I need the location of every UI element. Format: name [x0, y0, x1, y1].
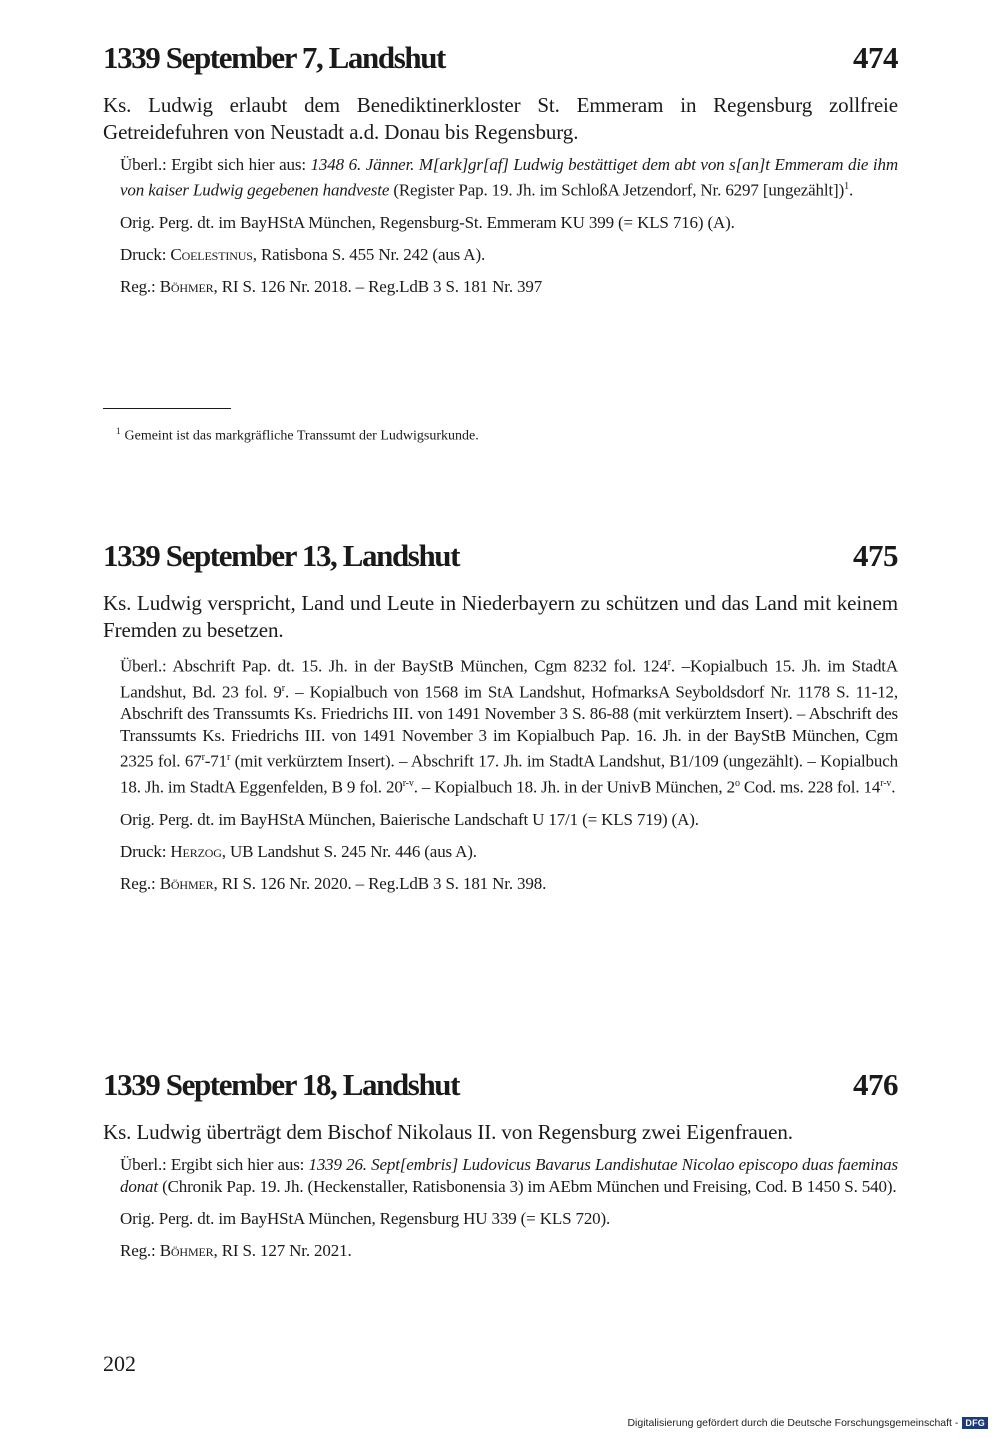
regest-note: Reg.: Böhmer, RI S. 126 Nr. 2018. – Reg.LdB 3 S. 181 Nr. 397 — [120, 276, 543, 296]
ueberlieferung-note: Überl.: Abschrift Pap. dt. 15. Jh. in der BayStB München, Cgm 8232 fol. 124$^r$. –Kopialbuch 15. Jh. im StadtA Landshut, Bd. 23 fol. 9$^r$. – Kopialbuch von 1568 im StA Landshut, HofmarksA Seyboldsdorf Nr. 1178 S. 11-12, Abschrift des Transsumts Ks. Friedrichs III. von 1491 November 3 S. 86-88 (mit verkürztem Insert). – Abschrift des Transsumts Ks. Friedrichs III. von 1491 November 3 im Kopialbuch Pap. 16. Jh. in der BayStB München, Cgm 2325 fol. 67$^r$-71$^r$ (mit verkürztem Insert). – Abschrift 17. Jh. im StadtA Landshut, B1/109 (ungezählt). – Kopialbuch 18. Jh. im StadtA Eggenfelden, B 9 fol. 20$^{r-v}$. – Kopialbuch 18. Jh. in der UnivB München, 2$^o$ Cod. ms. 228 fol. 14$^{r-v}$. — [120, 656, 899, 797]
entry-475 — [103, 534, 898, 895]
entry-summary: Ks. Ludwig überträgt dem Bischof Nikolaus II. von Regensburg zwei Eigenfrauen. — [103, 1120, 793, 1144]
entry-heading — [103, 36, 898, 80]
author-name: Böhmer — [159, 873, 214, 893]
original-note: Orig. Perg. dt. im BayHStA München, Baierische Landschaft U 17/1 (= KLS 719) (A). — [120, 809, 699, 829]
footnote-text: Gemeint ist das markgräfliche Transsumt der Ludwigsurkunde. — [124, 428, 479, 444]
author-name: Böhmer — [159, 276, 214, 296]
entry-476 — [103, 1063, 898, 1262]
druck-note: Druck: Herzog, UB Landshut S. 245 Nr. 446 (aus A). — [120, 841, 477, 861]
page-number: 202 — [103, 1351, 136, 1376]
author-name: Coelestinus — [170, 244, 253, 264]
source-quote: 1348 6. Jänner. M[ark]gr[af] Ludwig bestättiget dem abt von s[an]t Emmeram die ihm von kaiser Ludwig gegebenen handveste — [120, 155, 898, 200]
ueberlieferung-note: Überl.: Ergibt sich hier aus: 1339 26. Sept[embris] Ludovicus Bavarus Landishutae Nicolao episcopo duas faeminas donat (Chronik Pap. 19. Jh. (Heckenstaller, Ratisbonensia 3) im AEbm München und Freising, Cod. B 1450 S. 540). — [120, 1155, 898, 1196]
entry-heading — [103, 534, 898, 578]
digitization-credit — [627, 1417, 988, 1429]
original-note: Orig. Perg. dt. im BayHStA München, Regensburg HU 339 (= KLS 720). — [120, 1209, 611, 1228]
entry-number: 475 — [853, 538, 898, 573]
entry-number: 474 — [853, 40, 898, 75]
footnote-ref: 1 — [844, 181, 849, 192]
entry-summary: Ks. Ludwig erlaubt dem Benediktinerkloster St. Emmeram in Regensburg zollfreie Getreidefuhren von Neustadt a.d. Donau bis Regensburg. — [103, 93, 898, 144]
entry-title: 1339 September 18, Landshut — [103, 1067, 460, 1102]
credit-text: Digitalisierung gefördert durch die Deutsche Forschungsgemeinschaft - — [627, 1417, 959, 1429]
entry-number: 476 — [853, 1067, 898, 1102]
entry-474 — [103, 36, 898, 298]
author-name: Herzog — [170, 841, 222, 861]
druck-note: Druck: Coelestinus, Ratisbona S. 455 Nr. 242 (aus A). — [120, 244, 486, 264]
regest-note: Reg.: Böhmer, RI S. 126 Nr. 2020. – Reg.LdB 3 S. 181 Nr. 398. — [120, 873, 547, 893]
footnote — [116, 422, 479, 446]
entry-title: 1339 September 13, Landshut — [103, 538, 460, 573]
ueberlieferung-note: Überl.: Ergibt sich hier aus: 1348 6. Jänner. M[ark]gr[af] Ludwig bestättiget dem abt von s[an]t Emmeram die ihm von kaiser Ludwig gegebenen handveste (Register Pap. 19. Jh. im SchloßA Jetzendorf, Nr. 6297 [ungezählt])$^1$. — [120, 155, 898, 200]
footnote-mark: 1 — [116, 426, 121, 436]
footnote-divider — [103, 408, 231, 409]
entry-heading — [103, 1063, 898, 1107]
regest-note: Reg.: Böhmer, RI S. 127 Nr. 2021. — [120, 1241, 352, 1260]
source-quote: 1339 26. Sept[embris] Ludovicus Bavarus Landishutae Nicolao episcopo duas faeminas donat — [120, 1155, 898, 1196]
dfg-logo: DFG — [962, 1417, 988, 1429]
entry-title: 1339 September 7, Landshut — [103, 40, 445, 75]
author-name: Böhmer — [159, 1241, 214, 1260]
entry-summary: Ks. Ludwig verspricht, Land und Leute in Niederbayern zu schützen und das Land mit keinem Fremden zu besetzen. — [103, 591, 898, 642]
original-note: Orig. Perg. dt. im BayHStA München, Regensburg-St. Emmeram KU 399 (= KLS 716) (A). — [120, 212, 735, 232]
